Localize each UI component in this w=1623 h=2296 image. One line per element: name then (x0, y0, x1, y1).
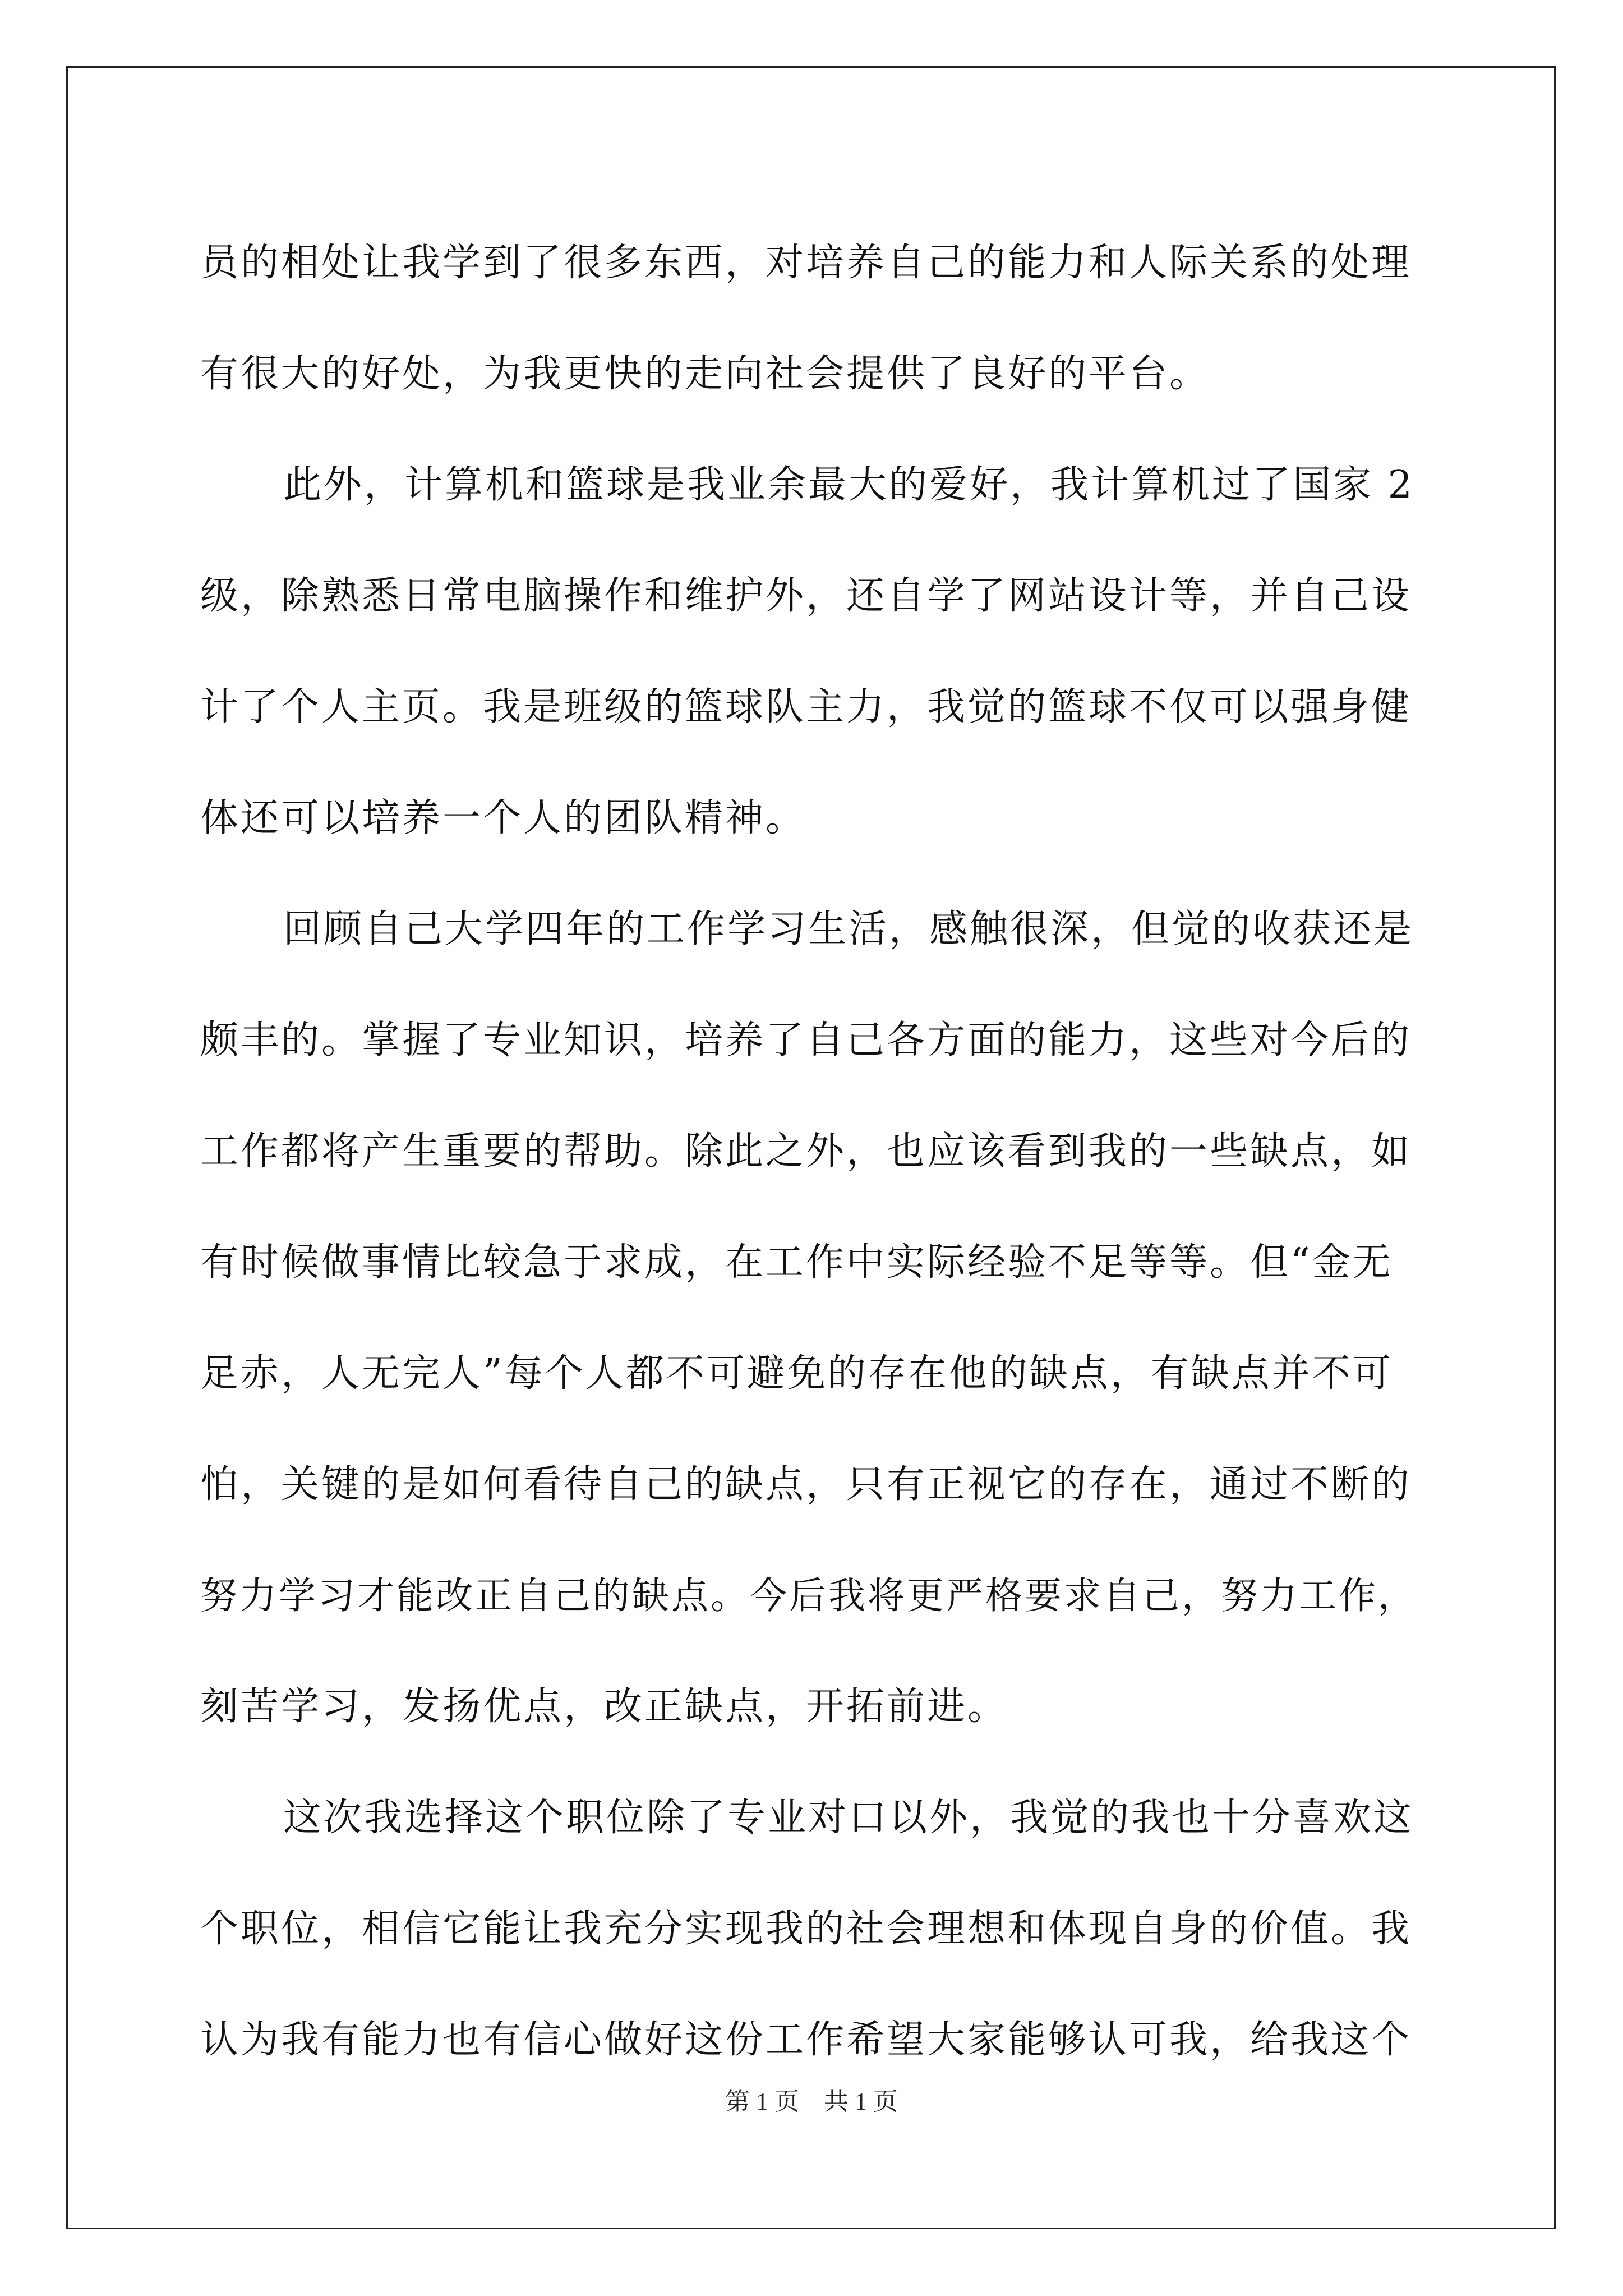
text-line: 有很大的好处，为我更快的走向社会提供了良好的平台。 (200, 352, 1210, 396)
page-number-footer: 第 1 页 共 1 页 (725, 2088, 898, 2115)
text-line: 员的相处让我学到了很多东西，对培养自己的能力和人际关系的处理 (200, 241, 1412, 285)
text-line: 足赤，人无完人”每个人都不可避免的存在他的缺点，有缺点并不可 (200, 1351, 1393, 1396)
text-line: 有时候做事情比较急于求成，在工作中实际经验不足等等。但“金无 (200, 1240, 1393, 1285)
text-line: 个职位，相信它能让我充分实现我的社会理想和体现自身的价值。我 (200, 1907, 1412, 1951)
text-line: 怕，关键的是如何看待自己的缺点，只有正视它的存在，通过不断的 (200, 1462, 1412, 1507)
paragraph-start-line: 此外，计算机和篮球是我业余最大的爱好，我计算机过了国家 2 (283, 463, 1414, 507)
text-line: 颇丰的。掌握了专业知识，培养了自己各方面的能力，这些对今后的 (200, 1018, 1412, 1062)
text-line: 认为我有能力也有信心做好这份工作希望大家能够认可我，给我这个 (200, 2018, 1412, 2062)
text-line: 体还可以培养一个人的团队精神。 (200, 796, 806, 840)
paragraph-start-line: 这次我选择这个职位除了专业对口以外，我觉的我也十分喜欢这 (283, 1796, 1414, 1840)
text-line: 计了个人主页。我是班级的篮球队主力，我觉的篮球不仅可以强身健 (200, 685, 1412, 729)
text-line: 工作都将产生重要的帮助。除此之外，也应该看到我的一些缺点，如 (200, 1129, 1412, 1174)
paragraph-start-line: 回顾自己大学四年的工作学习生活，感触很深，但觉的收获还是 (283, 907, 1414, 951)
text-line: 努力学习才能改正自己的缺点。今后我将更严格要求自己，努力工作， (200, 1574, 1417, 1617)
text-line: 刻苦学习，发扬优点，改正缺点，开拓前进。 (200, 1685, 1008, 1729)
text-line: 级，除熟悉日常电脑操作和维护外，还自学了网站设计等，并自己设 (200, 574, 1412, 618)
document-body (200, 208, 1423, 2096)
